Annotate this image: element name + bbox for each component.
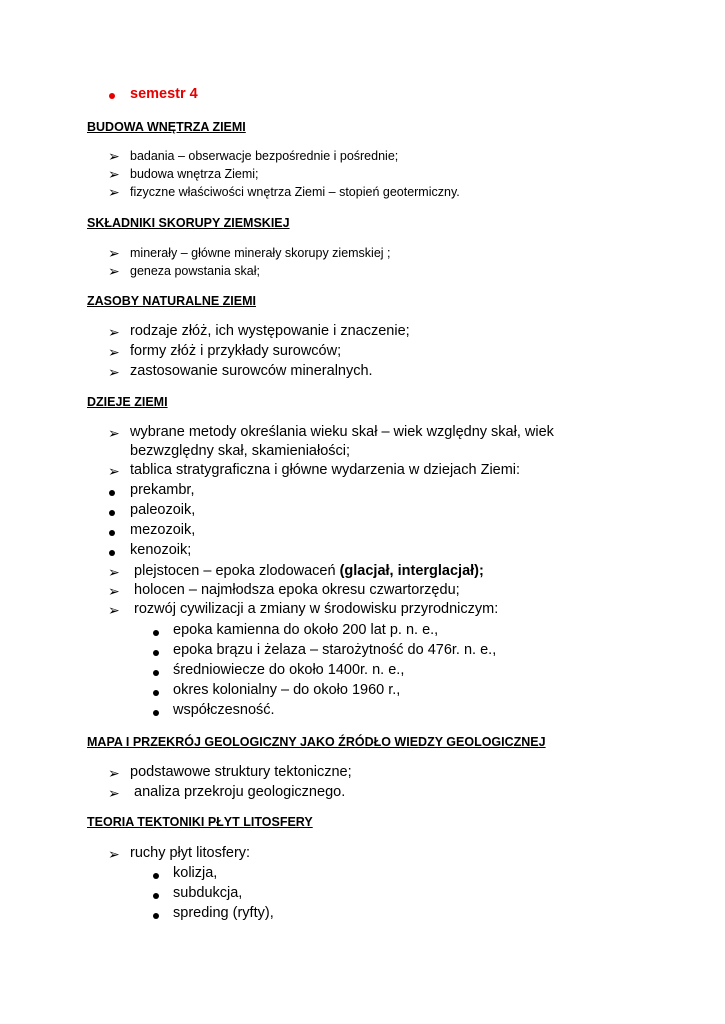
bullet-icon bbox=[153, 670, 159, 676]
list-item bbox=[130, 563, 484, 579]
arrow-bullet-icon: ➢ bbox=[108, 324, 120, 340]
semester-label: semestr 4 bbox=[130, 86, 198, 102]
sub-list-item: kolizja, bbox=[173, 865, 218, 881]
sub-list-item: epoka brązu i żelaza – starożytność do 476r. n. e., bbox=[173, 642, 497, 658]
list-item: ruchy płyt litosfery: bbox=[130, 845, 251, 861]
list-item: zastosowanie surowców mineralnych. bbox=[130, 363, 373, 379]
list-item: budowa wnętrza Ziemi; bbox=[130, 167, 259, 181]
bullet-icon bbox=[153, 690, 159, 696]
list-item-bold-text: (glacjał, interglacjał); bbox=[339, 563, 484, 579]
list-item: analiza przekroju geologicznego. bbox=[130, 784, 346, 800]
arrow-bullet-icon: ➢ bbox=[108, 583, 120, 599]
list-item-continuation: bezwzględny skał, skamieniałości; bbox=[130, 443, 351, 459]
arrow-bullet-icon: ➢ bbox=[108, 344, 120, 360]
list-item: wybrane metody określania wieku skał – wiek względny skał, wiek bbox=[130, 424, 554, 440]
sub-list-item: okres kolonialny – do około 1960 r., bbox=[173, 682, 401, 698]
sub-list-item: średniowiecze do około 1400r. n. e., bbox=[173, 662, 405, 678]
arrow-bullet-icon: ➢ bbox=[108, 166, 120, 182]
arrow-bullet-icon: ➢ bbox=[108, 765, 120, 781]
bullet-icon bbox=[153, 630, 159, 636]
arrow-bullet-icon: ➢ bbox=[108, 425, 120, 441]
bullet-icon bbox=[109, 93, 115, 99]
list-item: mezozoik, bbox=[130, 522, 196, 538]
list-item: tablica stratygraficzna i główne wydarzenia w dziejach Ziemi: bbox=[130, 462, 521, 478]
arrow-bullet-icon: ➢ bbox=[108, 785, 120, 801]
arrow-bullet-icon: ➢ bbox=[108, 263, 120, 279]
section-title: BUDOWA WNĘTRZA ZIEMI bbox=[87, 120, 246, 134]
list-item: geneza powstania skał; bbox=[130, 264, 260, 278]
list-item: kenozoik; bbox=[130, 542, 192, 558]
sub-list-item: epoka kamienna do około 200 lat p. n. e., bbox=[173, 622, 439, 638]
sub-list-item: współczesność. bbox=[173, 702, 275, 718]
arrow-bullet-icon: ➢ bbox=[108, 463, 120, 479]
section-title: DZIEJE ZIEMI bbox=[87, 395, 168, 409]
list-item: podstawowe struktury tektoniczne; bbox=[130, 764, 352, 780]
list-item: fizyczne właściwości wnętrza Ziemi – stopień geotermiczny. bbox=[130, 185, 460, 199]
bullet-icon bbox=[109, 530, 115, 536]
section-title: TEORIA TEKTONIKI PŁYT LITOSFERY bbox=[87, 815, 313, 829]
bullet-icon bbox=[153, 913, 159, 919]
arrow-bullet-icon: ➢ bbox=[108, 564, 120, 580]
bullet-icon bbox=[153, 650, 159, 656]
section-title: MAPA I PRZEKRÓJ GEOLOGICZNY JAKO ŹRÓDŁO WIEDZY GEOLOGICZNEJ bbox=[87, 735, 546, 749]
bullet-icon bbox=[109, 550, 115, 556]
bullet-icon bbox=[109, 490, 115, 496]
section-title: ZASOBY NATURALNE ZIEMI bbox=[87, 294, 256, 308]
arrow-bullet-icon: ➢ bbox=[108, 184, 120, 200]
arrow-bullet-icon: ➢ bbox=[108, 602, 120, 618]
bullet-icon bbox=[153, 710, 159, 716]
list-item: rozwój cywilizacji a zmiany w środowisku przyrodniczym: bbox=[130, 601, 499, 617]
arrow-bullet-icon: ➢ bbox=[108, 148, 120, 164]
section-title: SKŁADNIKI SKORUPY ZIEMSKIEJ bbox=[87, 216, 290, 230]
bullet-icon bbox=[153, 893, 159, 899]
bullet-icon bbox=[153, 873, 159, 879]
sub-list-item: spreding (ryfty), bbox=[173, 905, 274, 921]
arrow-bullet-icon: ➢ bbox=[108, 245, 120, 261]
list-item: minerały – główne minerały skorupy ziemskiej ; bbox=[130, 246, 391, 260]
list-item: formy złóż i przykłady surowców; bbox=[130, 343, 342, 359]
arrow-bullet-icon: ➢ bbox=[108, 846, 120, 862]
list-item-text: plejstocen – epoka zlodowaceń bbox=[130, 563, 340, 579]
arrow-bullet-icon: ➢ bbox=[108, 364, 120, 380]
sub-list-item: subdukcja, bbox=[173, 885, 243, 901]
list-item: prekambr, bbox=[130, 482, 195, 498]
list-item: badania – obserwacje bezpośrednie i pośrednie; bbox=[130, 149, 399, 163]
bullet-icon bbox=[109, 510, 115, 516]
list-item: holocen – najmłodsza epoka okresu czwartorzędu; bbox=[130, 582, 460, 598]
list-item: paleozoik, bbox=[130, 502, 196, 518]
list-item: rodzaje złóż, ich występowanie i znaczenie; bbox=[130, 323, 410, 339]
